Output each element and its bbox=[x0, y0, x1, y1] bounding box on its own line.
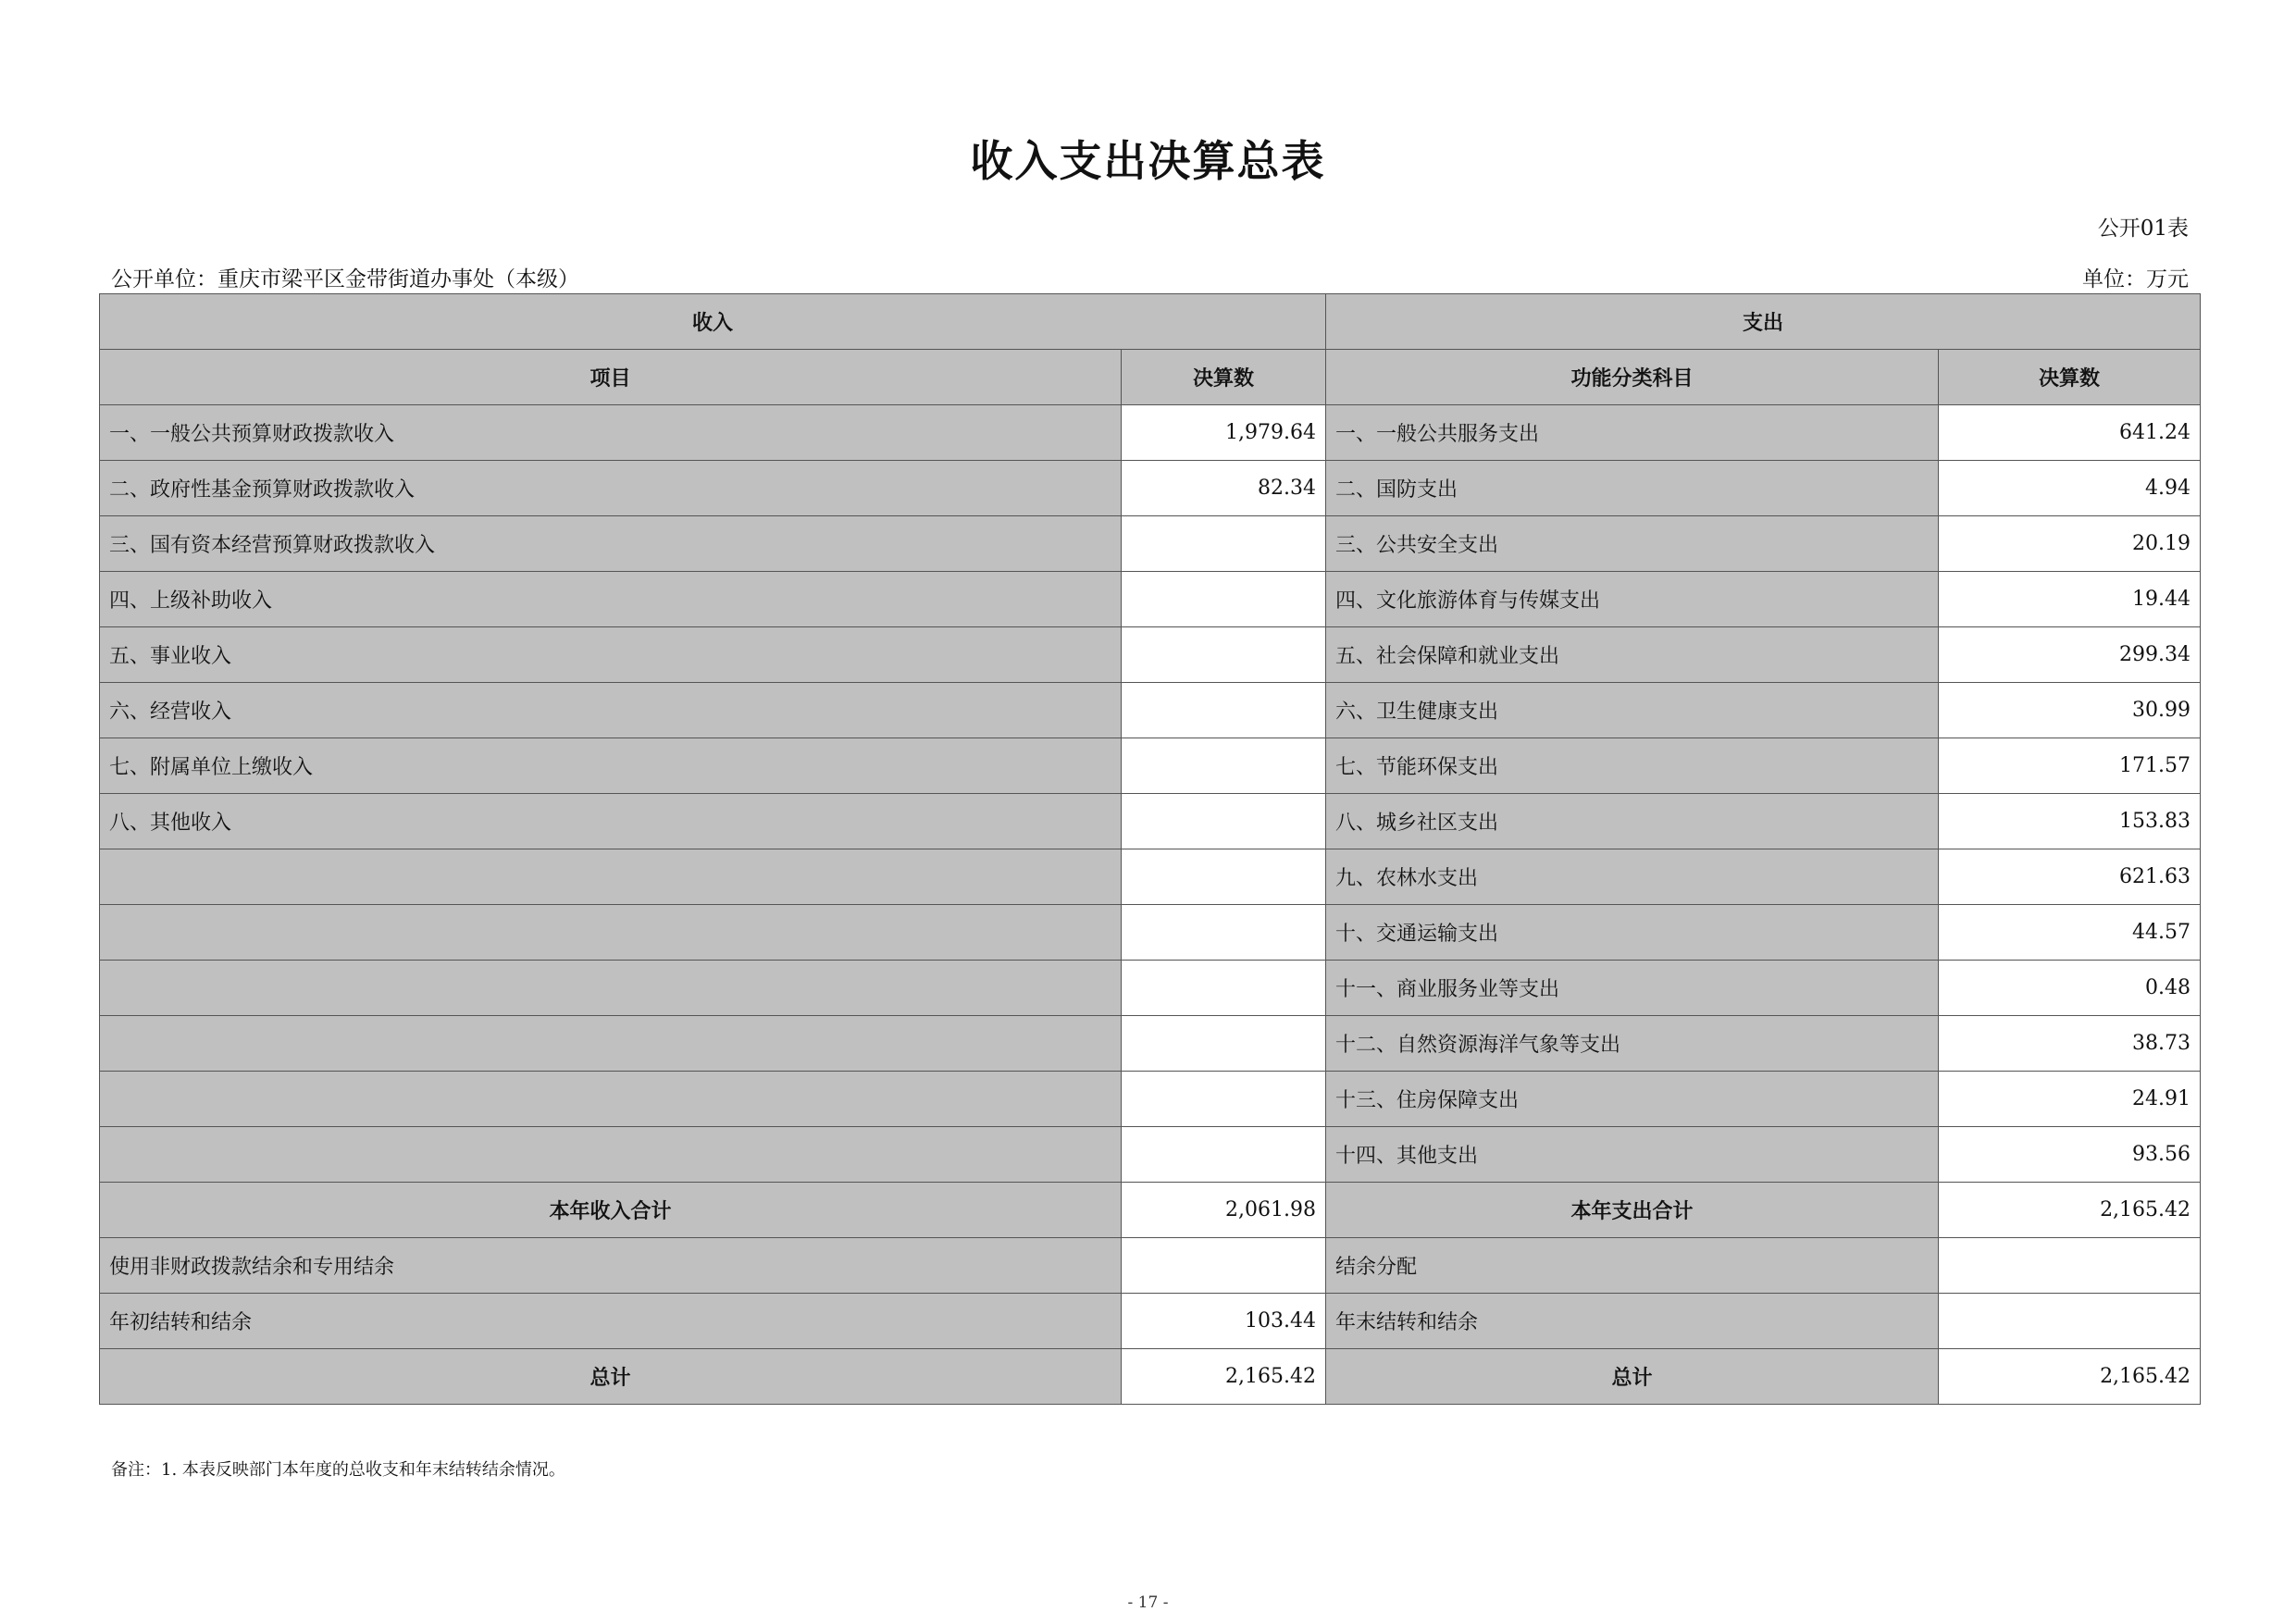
expense-label: 十二、自然资源海洋气象等支出 bbox=[1326, 1016, 1939, 1072]
income-value bbox=[1122, 1072, 1326, 1127]
expense-value: 19.44 bbox=[1939, 572, 2201, 627]
income-value bbox=[1122, 794, 1326, 849]
expense-value: 30.99 bbox=[1939, 683, 2201, 738]
expense-value: 93.56 bbox=[1939, 1127, 2201, 1183]
income-amount-header: 决算数 bbox=[1122, 350, 1326, 405]
income-value bbox=[1122, 1238, 1326, 1294]
income-label bbox=[100, 1016, 1122, 1072]
expense-label: 八、城乡社区支出 bbox=[1326, 794, 1939, 849]
income-value bbox=[1122, 1127, 1326, 1183]
income-expense-table bbox=[99, 293, 2201, 1405]
page-title: 收入支出决算总表 bbox=[970, 136, 1326, 186]
income-label: 七、附属单位上缴收入 bbox=[100, 738, 1122, 794]
table-row bbox=[100, 794, 2201, 849]
income-value bbox=[1122, 738, 1326, 794]
income-label: 三、国有资本经营预算财政拨款收入 bbox=[100, 516, 1122, 572]
income-label bbox=[100, 1072, 1122, 1127]
income-label: 一、一般公共预算财政拨款收入 bbox=[100, 405, 1122, 461]
income-label bbox=[100, 849, 1122, 905]
expense-value: 24.91 bbox=[1939, 1072, 2201, 1127]
expense-amount-header: 决算数 bbox=[1939, 350, 2201, 405]
expense-value bbox=[1939, 1294, 2201, 1349]
table-row bbox=[100, 572, 2201, 627]
table-row bbox=[100, 461, 2201, 516]
income-value bbox=[1122, 961, 1326, 1016]
expense-value: 299.34 bbox=[1939, 627, 2201, 683]
income-grand-value: 2,165.42 bbox=[1122, 1349, 1326, 1405]
form-number: 公开01表 bbox=[2097, 217, 2189, 241]
expense-value: 0.48 bbox=[1939, 961, 2201, 1016]
income-label: 四、上级补助收入 bbox=[100, 572, 1122, 627]
page-number: - 17 - bbox=[1127, 1593, 1169, 1612]
expense-value: 641.24 bbox=[1939, 405, 2201, 461]
header-row-sub bbox=[100, 350, 2201, 405]
expense-label: 十三、住房保障支出 bbox=[1326, 1072, 1939, 1127]
income-value bbox=[1122, 849, 1326, 905]
expense-value: 4.94 bbox=[1939, 461, 2201, 516]
expense-grand-label: 总计 bbox=[1326, 1349, 1939, 1405]
table-row bbox=[100, 905, 2201, 961]
expense-grand-value: 2,165.42 bbox=[1939, 1349, 2201, 1405]
income-label: 年初结转和结余 bbox=[100, 1294, 1122, 1349]
header-row-top bbox=[100, 294, 2201, 350]
table-row bbox=[100, 627, 2201, 683]
table-row bbox=[100, 1072, 2201, 1127]
income-label: 五、事业收入 bbox=[100, 627, 1122, 683]
income-value bbox=[1122, 1016, 1326, 1072]
expense-total-label: 本年支出合计 bbox=[1326, 1183, 1939, 1238]
expense-label: 三、公共安全支出 bbox=[1326, 516, 1939, 572]
expense-label: 年末结转和结余 bbox=[1326, 1294, 1939, 1349]
income-label: 二、政府性基金预算财政拨款收入 bbox=[100, 461, 1122, 516]
expense-total-value: 2,165.42 bbox=[1939, 1183, 2201, 1238]
table-row bbox=[100, 1127, 2201, 1183]
table-row bbox=[100, 849, 2201, 905]
expense-label: 六、卫生健康支出 bbox=[1326, 683, 1939, 738]
income-label: 八、其他收入 bbox=[100, 794, 1122, 849]
expense-header: 支出 bbox=[1326, 294, 2201, 350]
table-row bbox=[100, 405, 2201, 461]
grand-total-row bbox=[100, 1349, 2201, 1405]
expense-value: 153.83 bbox=[1939, 794, 2201, 849]
income-label bbox=[100, 961, 1122, 1016]
expense-value: 171.57 bbox=[1939, 738, 2201, 794]
expense-value: 20.19 bbox=[1939, 516, 2201, 572]
income-total-value: 2,061.98 bbox=[1122, 1183, 1326, 1238]
expense-label: 十一、商业服务业等支出 bbox=[1326, 961, 1939, 1016]
income-value bbox=[1122, 572, 1326, 627]
table-row bbox=[100, 961, 2201, 1016]
table-row bbox=[100, 516, 2201, 572]
income-value: 82.34 bbox=[1122, 461, 1326, 516]
income-total-label: 本年收入合计 bbox=[100, 1183, 1122, 1238]
expense-label: 十、交通运输支出 bbox=[1326, 905, 1939, 961]
income-value bbox=[1122, 905, 1326, 961]
expense-label: 四、文化旅游体育与传媒支出 bbox=[1326, 572, 1939, 627]
table-row bbox=[100, 1238, 2201, 1294]
income-value bbox=[1122, 683, 1326, 738]
income-value: 103.44 bbox=[1122, 1294, 1326, 1349]
expense-label: 结余分配 bbox=[1326, 1238, 1939, 1294]
income-header: 收入 bbox=[100, 294, 1326, 350]
table-row bbox=[100, 1016, 2201, 1072]
income-label: 六、经营收入 bbox=[100, 683, 1122, 738]
expense-value: 44.57 bbox=[1939, 905, 2201, 961]
reporting-unit: 公开单位：重庆市梁平区金带街道办事处（本级） bbox=[111, 267, 579, 291]
expense-value bbox=[1939, 1238, 2201, 1294]
income-value bbox=[1122, 627, 1326, 683]
income-label bbox=[100, 1127, 1122, 1183]
income-label: 使用非财政拨款结余和专用结余 bbox=[100, 1238, 1122, 1294]
expense-value: 621.63 bbox=[1939, 849, 2201, 905]
expense-label: 九、农林水支出 bbox=[1326, 849, 1939, 905]
currency-unit: 单位：万元 bbox=[2082, 267, 2189, 291]
expense-label: 二、国防支出 bbox=[1326, 461, 1939, 516]
function-item-header: 功能分类科目 bbox=[1326, 350, 1939, 405]
expense-label: 七、节能环保支出 bbox=[1326, 738, 1939, 794]
expense-value: 38.73 bbox=[1939, 1016, 2201, 1072]
expense-label: 一、一般公共服务支出 bbox=[1326, 405, 1939, 461]
table-row bbox=[100, 683, 2201, 738]
expense-label: 五、社会保障和就业支出 bbox=[1326, 627, 1939, 683]
income-value: 1,979.64 bbox=[1122, 405, 1326, 461]
expense-label: 十四、其他支出 bbox=[1326, 1127, 1939, 1183]
income-label bbox=[100, 905, 1122, 961]
table-row bbox=[100, 738, 2201, 794]
table-note: 备注：1. 本表反映部门本年度的总收支和年末结转结余情况。 bbox=[111, 1460, 565, 1480]
annual-total-row bbox=[100, 1183, 2201, 1238]
income-value bbox=[1122, 516, 1326, 572]
table-row bbox=[100, 1294, 2201, 1349]
income-grand-label: 总计 bbox=[100, 1349, 1122, 1405]
item-header: 项目 bbox=[100, 350, 1122, 405]
